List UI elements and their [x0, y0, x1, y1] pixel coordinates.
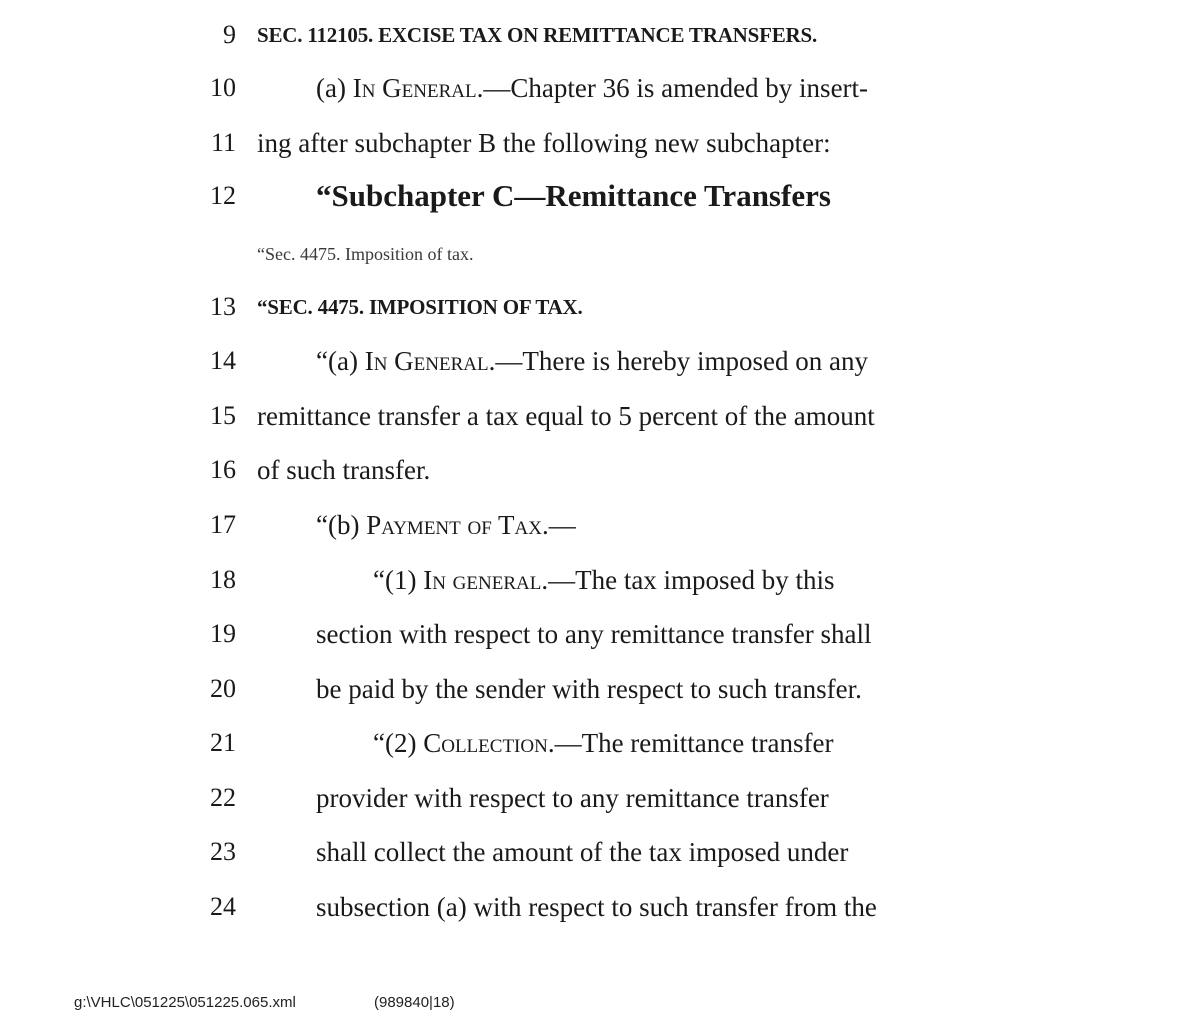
bill-line	[0, 450, 1200, 490]
paragraph-prefix: “(a)	[316, 346, 365, 376]
paragraph-body: .—There is hereby imposed on any	[488, 346, 869, 376]
bill-line	[0, 123, 1200, 163]
paragraph-text: section with respect to any remittance transfer shall	[316, 619, 872, 649]
paragraph-heading: In general	[423, 565, 542, 595]
paragraph-text	[316, 341, 962, 381]
paragraph-body: .—	[542, 510, 576, 540]
paragraph-body: .—The remittance transfer	[547, 728, 834, 758]
bill-line	[0, 723, 1200, 763]
table-of-contents-line	[0, 234, 1200, 274]
paragraph-text	[373, 560, 962, 600]
line-number: 16	[210, 455, 236, 484]
bill-line	[0, 68, 1200, 108]
bill-line	[0, 15, 1200, 55]
bill-line	[0, 505, 1200, 545]
line-number: 17	[210, 510, 236, 539]
paragraph-text: be paid by the sender with respect to such transfer.	[316, 674, 862, 704]
paragraph-text	[316, 68, 962, 108]
bill-line	[0, 396, 1200, 436]
bill-line	[0, 341, 1200, 381]
line-number: 19	[210, 619, 236, 648]
line-number: 12	[210, 181, 236, 210]
line-number: 21	[210, 728, 236, 757]
subchapter-heading: “Subchapter C—Remittance Transfers	[316, 178, 831, 213]
paragraph-heading: In General	[364, 346, 489, 376]
line-number: 18	[210, 565, 236, 594]
line-number: 23	[210, 837, 236, 866]
paragraph-heading: Collection	[423, 728, 548, 758]
bill-line	[0, 176, 1200, 216]
bill-line	[0, 560, 1200, 600]
line-number: 9	[223, 20, 236, 49]
paragraph-prefix: “(b)	[316, 510, 367, 540]
bill-line	[0, 778, 1200, 818]
paragraph-text: shall collect the amount of the tax imposed under	[316, 837, 849, 867]
bill-line	[0, 832, 1200, 872]
toc-entry: “Sec. 4475. Imposition of tax.	[257, 244, 474, 264]
paragraph-text: provider with respect to any remittance transfer	[316, 783, 829, 813]
paragraph-text: remittance transfer a tax equal to 5 percent of the amount	[257, 401, 875, 431]
line-number: 24	[210, 892, 236, 921]
paragraph-text	[316, 505, 962, 545]
line-number: 13	[210, 292, 236, 321]
line-number: 10	[210, 73, 236, 102]
paragraph-text: ing after subchapter B the following new subchapter:	[257, 128, 831, 158]
footer-job-id: (989840|18)	[374, 994, 455, 1011]
line-number: 22	[210, 783, 236, 812]
paragraph-text	[373, 723, 962, 763]
line-number: 11	[210, 128, 236, 157]
bill-line	[0, 614, 1200, 654]
section-heading: “SEC. 4475. IMPOSITION OF TAX.	[257, 295, 583, 319]
paragraph-text: subsection (a) with respect to such transfer from the	[316, 892, 877, 922]
paragraph-heading: In General	[352, 73, 477, 103]
section-heading: SEC. 112105. EXCISE TAX ON REMITTANCE TRANSFERS.	[257, 23, 818, 47]
paragraph-heading: Payment of Tax	[366, 510, 542, 540]
paragraph-prefix: “(1)	[373, 565, 424, 595]
paragraph-body: .—Chapter 36 is amended by insert-	[476, 73, 869, 103]
line-number: 20	[210, 674, 236, 703]
paragraph-prefix: (a)	[316, 73, 353, 103]
footer-file-path: g:\VHLC\051225\051225.065.xml	[74, 994, 296, 1011]
bill-line	[0, 887, 1200, 927]
line-number: 14	[210, 346, 236, 375]
paragraph-text: of such transfer.	[257, 455, 431, 485]
line-number: 15	[210, 401, 236, 430]
paragraph-body: .—The tax imposed by this	[541, 565, 835, 595]
paragraph-prefix: “(2)	[373, 728, 424, 758]
bill-line	[0, 287, 1200, 327]
bill-line	[0, 669, 1200, 709]
